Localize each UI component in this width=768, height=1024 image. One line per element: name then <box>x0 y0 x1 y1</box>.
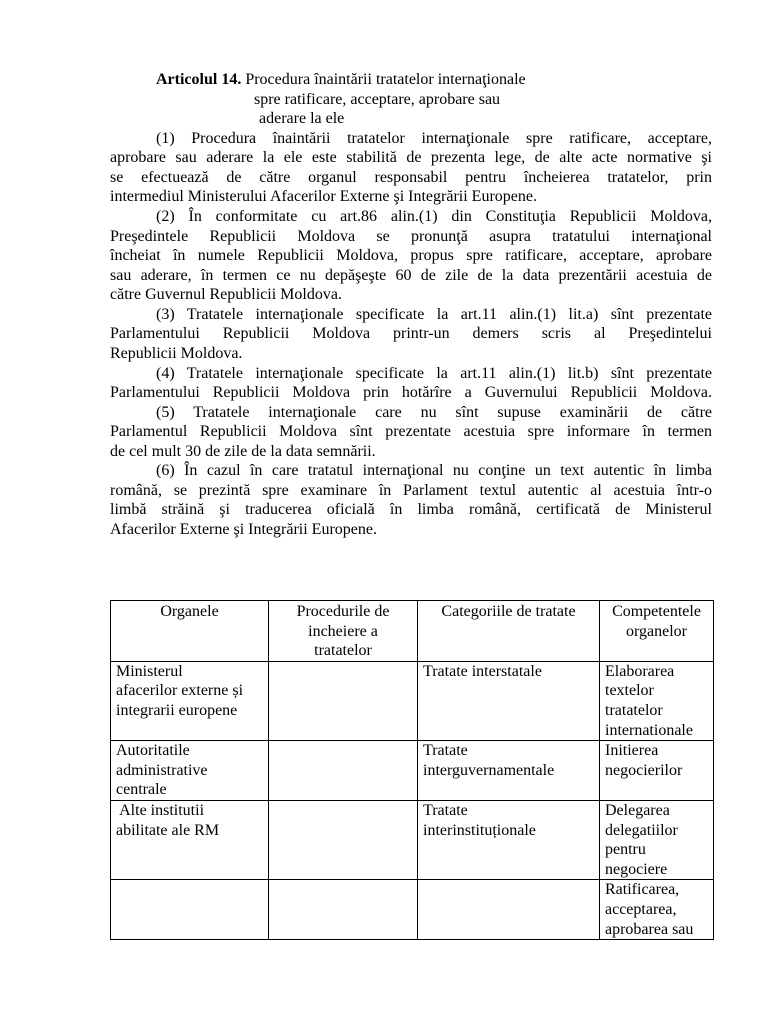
cell-text: acceptarea, <box>605 900 677 918</box>
header-text: Procedurile de <box>296 603 390 620</box>
paragraph-5-line: (5) Tratatele internaţionale care nu sînt supuse examinării de către <box>156 404 712 421</box>
table-row <box>111 880 714 940</box>
paragraph-6-line: Afacerilor Externe şi Integrării Europene. <box>110 521 377 538</box>
header-text: Organele <box>160 603 219 620</box>
table-cell-organ <box>111 661 269 740</box>
header-cell-procedurile <box>269 601 418 662</box>
header-text: Categoriile de tratate <box>441 603 576 620</box>
paragraph-2-line: (2) În conformitate cu art.86 alin.(1) din Constituţia Republicii Moldova, <box>156 208 712 225</box>
table-cell-competence <box>600 800 714 879</box>
paragraph-3-line: (3) Tratatele internaţionale specificate la art.11 alin.(1) lit.a) sînt prezentate <box>156 306 712 323</box>
cell-text: Ratificarea, <box>605 881 680 899</box>
article-title-part-1: Procedura înaintării tratatelor internaţionale <box>241 71 526 88</box>
paragraph-2-line: către Guvernul Republicii Moldova. <box>110 286 342 303</box>
table-cell-category <box>418 880 600 940</box>
table-cell-procedure <box>269 800 418 879</box>
paragraph-1-line: aprobare sau aderare la ele este stabilită de prezenta lege, de alte acte normative şi <box>110 149 712 166</box>
paragraph-4-line: Parlamentului Republicii Moldova prin hotărîre a Guvernului Republicii Moldova. <box>110 384 712 401</box>
article-title-part-3: aderare la ele <box>259 110 345 127</box>
table-row <box>111 661 714 740</box>
cell-text: Alte institutii <box>116 801 205 819</box>
paragraph-3-line: Parlamentului Republicii Moldova printr-un demers scris al Preşedintelui <box>110 325 712 342</box>
article-number: Articolul 14. <box>156 71 242 88</box>
table-header-row <box>111 601 714 662</box>
table-cell-organ <box>111 800 269 879</box>
paragraph-1-line: se efectuează de către organul responsabil pentru încheierea tratatelor, prin <box>110 169 712 186</box>
table-cell-competence <box>600 880 714 940</box>
cell-text: pentru <box>605 841 646 859</box>
cell-text: interinstituționale <box>423 821 536 839</box>
paragraph-5-line: Parlamentul Republicii Moldova sînt prezentate acestuia spre informare în termen <box>110 423 712 440</box>
table-cell-procedure <box>269 661 418 740</box>
cell-text: Tratate interstatale <box>423 662 542 680</box>
table-cell-organ <box>111 880 269 940</box>
header-cell-competentele <box>600 601 714 662</box>
table-cell-competence <box>600 741 714 801</box>
paragraph-4-line: (4) Tratatele internaţionale specificate la art.11 alin.(1) lit.b) sînt prezentate <box>156 365 712 382</box>
paragraph-6-line: limbă străină şi traducerea oficială în limba română, certificată de Ministerul <box>110 501 712 518</box>
table-cell-category <box>418 800 600 879</box>
paragraph-2-line: încheiat în numele Republicii Moldova, propus spre ratificare, acceptare, aprobare <box>110 247 712 264</box>
competence-table <box>110 600 714 940</box>
cell-text: negociere <box>605 860 668 878</box>
table-cell-category <box>418 741 600 801</box>
paragraph-1-line: (1) Procedura înaintării tratatelor internaţionale spre ratificare, acceptare, <box>156 130 712 147</box>
cell-text: delegatiilor <box>605 821 678 839</box>
paragraph-1-line: intermediul Ministerului Afacerilor Externe şi Integrării Europene. <box>110 188 537 205</box>
cell-text: aprobarea sau <box>605 920 694 938</box>
cell-text: Ministerul <box>116 662 183 680</box>
table-cell-organ <box>111 741 269 801</box>
cell-text: centrale <box>116 781 167 799</box>
cell-text: afacerilor externe și <box>116 682 244 700</box>
paragraph-2-line: Preşedintele Republicii Moldova se pronunţă asupra tratatului internaţional <box>110 228 712 245</box>
table-cell-competence <box>600 661 714 740</box>
cell-text: textelor <box>605 682 654 700</box>
cell-text: tratatelor <box>605 701 663 719</box>
paragraph-5-line: de cel mult 30 de zile de la data semnării. <box>110 443 376 460</box>
paragraph-2-line: sau aderare, în termen ce nu depăşeşte 60 de zile de la data prezentării acestuia de <box>110 267 712 284</box>
table-cell-procedure <box>269 880 418 940</box>
table-row <box>111 800 714 879</box>
cell-text: Tratate <box>423 742 468 760</box>
paragraph-6-line: română, se prezintă spre examinare în Parlament textul autentic al acestuia într-o <box>110 482 712 499</box>
header-text: Competentele <box>612 603 701 620</box>
article-heading-line-1 <box>156 70 526 90</box>
header-cell-categoriile <box>418 601 600 662</box>
cell-text: interguvernamentale <box>423 761 555 779</box>
cell-text: Autoritatile <box>116 742 190 760</box>
header-text: tratatelor <box>314 642 372 660</box>
paragraph-6-line: (6) În cazul în care tratatul internaţional nu conţine un text autentic în limba <box>156 462 712 479</box>
cell-text: administrative <box>116 761 208 779</box>
cell-text: internationale <box>605 721 693 739</box>
header-text: incheiere a <box>308 622 378 640</box>
article-title-part-2: spre ratificare, acceptare, aprobare sau <box>254 91 501 108</box>
paragraph-3-line: Republicii Moldova. <box>110 345 243 362</box>
table-cell-procedure <box>269 741 418 801</box>
header-text: organelor <box>625 622 687 640</box>
table-row <box>111 741 714 801</box>
header-cell-organele <box>111 601 269 662</box>
cell-text: Elaborarea <box>605 662 675 680</box>
cell-text: negocierilor <box>605 761 683 779</box>
cell-text: Delegarea <box>605 801 670 819</box>
cell-text: abilitate ale RM <box>116 821 220 839</box>
cell-text: integrarii europene <box>116 701 238 719</box>
table-cell-category <box>418 661 600 740</box>
cell-text: Initierea <box>605 742 659 760</box>
cell-text: Tratate <box>423 801 468 819</box>
